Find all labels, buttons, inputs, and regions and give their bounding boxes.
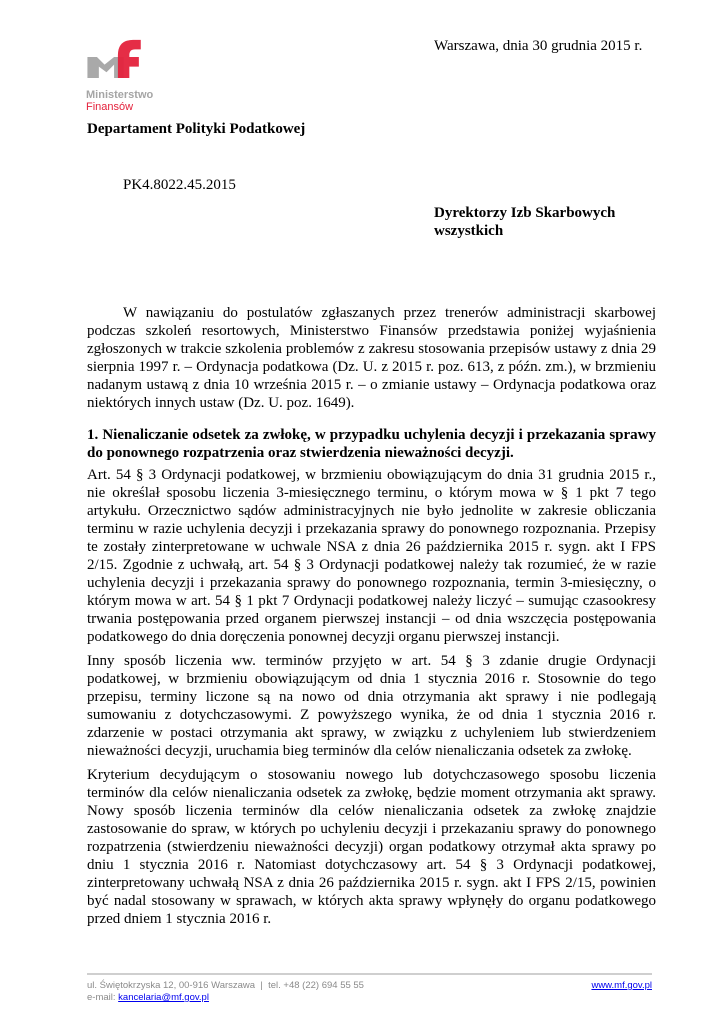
department-name: Departament Polityki Podatkowej	[87, 121, 306, 137]
email-label: e-mail:	[87, 992, 119, 1003]
addressee-line: Dyrektorzy Izb Skarbowych	[434, 205, 616, 221]
footer	[87, 973, 652, 1004]
paragraph: Kryterium decydującym o stosowaniu nowego lub dotychczasowego sposobu liczenia terminów dla celów nienaliczania odsetek za zwłokę, będzie moment otrzymania akt sprawy. Nowy sposób liczenia terminów dla celów nienaliczania odsetek za zwłokę znajdzie zastosowanie do spraw, w których po uchyleniu decyzji i przekazaniu sprawy do ponownego rozpatrzenia (stwierdzeniu nieważności decyzji) organ podatkowy otrzymał akta sprawy po dniu 1 stycznia 2016 r. Natomiast dotychczasowy art. 54 § 3 Ordynacji podatkowej, zinterpretowany uchwałą NSA z dnia 26 października 2015 r. sygn. akt I FPS 2/15, powinien być nadal stosowany w sprawach, w których akta sprawy wpłynęły do organu podatkowego przed dniem 1 stycznia 2016 r.	[87, 767, 656, 927]
footer-email-line	[87, 992, 652, 1004]
paragraph: Art. 54 § 3 Ordynacji podatkowej, w brzmieniu obowiązującym do dnia 31 grudnia 2015 r., nie określał sposobu liczenia 3-miesięcznego terminu, o którym mowa w § 1 pkt 7 tego artykułu. Orzecznictwo sądów administracyjnych nie było jednolite w zakresie obliczania terminu w razie uchylenia decyzji i przekazania sprawy do ponownego rozpoznania. Przepisy te zostały zinterpretowane w uchwale NSA z dnia 26 października 2015 r. sygn. akt I FPS 2/15. Zgodnie z uchwałą, art. 54 § 3 Ordynacji podatkowej należy tak rozumieć, że w razie uchylenia decyzji i przekazania sprawy do ponownego rozpoznania, termin 3-miesięczny, o którym mowa w art. 54 § 1 pkt 7 Ordynacji podatkowej należy liczyć – sumując czasookresy trwania postępowania przed organem pierwszej instancji – od dnia wszczęcia postępowania podatkowego do dnia doręczenia ponownej decyzji organu pierwszej instancji.	[87, 467, 656, 645]
paragraph: Inny sposób liczenia ww. terminów przyjęto w art. 54 § 3 zdanie drugie Ordynacji podatkowej, w brzmieniu obowiązującym od dnia 1 stycznia 2016 r. Stosownie do tego przepisu, terminy liczone są na nowo od dnia otrzymania akt sprawy i nie podlegają sumowaniu z dotychczasowymi. Z powyższego wynika, że od dnia 1 stycznia 2016 r. zdarzenie w postaci otrzymania akt sprawy, w związku z uchyleniem lub stwierdzeniem nieważności decyzji, uruchamia bieg terminów dla celów nienaliczania odsetek za zwłokę.	[87, 653, 656, 759]
footer-address: ul. Świętokrzyska 12, 00-916 Warszawa | tel. +48 (22) 694 55 55	[87, 980, 364, 991]
logo-text-ministerstwo: Ministerstwo	[86, 89, 154, 101]
ministry-logo	[86, 38, 166, 113]
logo-text-finansow: Finansów	[86, 101, 134, 113]
addressee-line: wszystkich	[434, 223, 504, 239]
intro-paragraph: W nawiązaniu do postulatów zgłaszanych przez trenerów administracji skarbowej podczas szkoleń resortowych, Ministerstwo Finansów przedstawia poniżej wyjaśnienia zgłoszonych w trakcie szkolenia problemów z zakresu stosowania przepisów ustawy z dnia 29 sierpnia 1997 r. – Ordynacja podatkowa (Dz. U. z 2015 r. poz. 613, z późn. zm.), w brzmieniu nadanym ustawą z dnia 10 września 2015 r. – o zmianie ustawy – Ordynacja podatkowa oraz niektórych innych ustaw (Dz. U. poz. 1649).	[87, 305, 656, 411]
email-link[interactable]: kancelaria@mf.gov.pl	[118, 992, 209, 1003]
website-link[interactable]: www.mf.gov.pl	[591, 980, 652, 991]
mf-logo-icon	[86, 38, 146, 78]
letter-body	[87, 304, 656, 934]
addressee	[434, 204, 615, 240]
reference-number: PK4.8022.45.2015	[123, 177, 236, 193]
section-heading: 1. Nienaliczanie odsetek za zwłokę, w przypadku uchylenia decyzji i przekazania sprawy do ponownego rozpatrzenia oraz stwierdzenia nieważności decyzji.	[87, 427, 656, 461]
letter-date: Warszawa, dnia 30 grudnia 2015 r.	[434, 38, 643, 54]
